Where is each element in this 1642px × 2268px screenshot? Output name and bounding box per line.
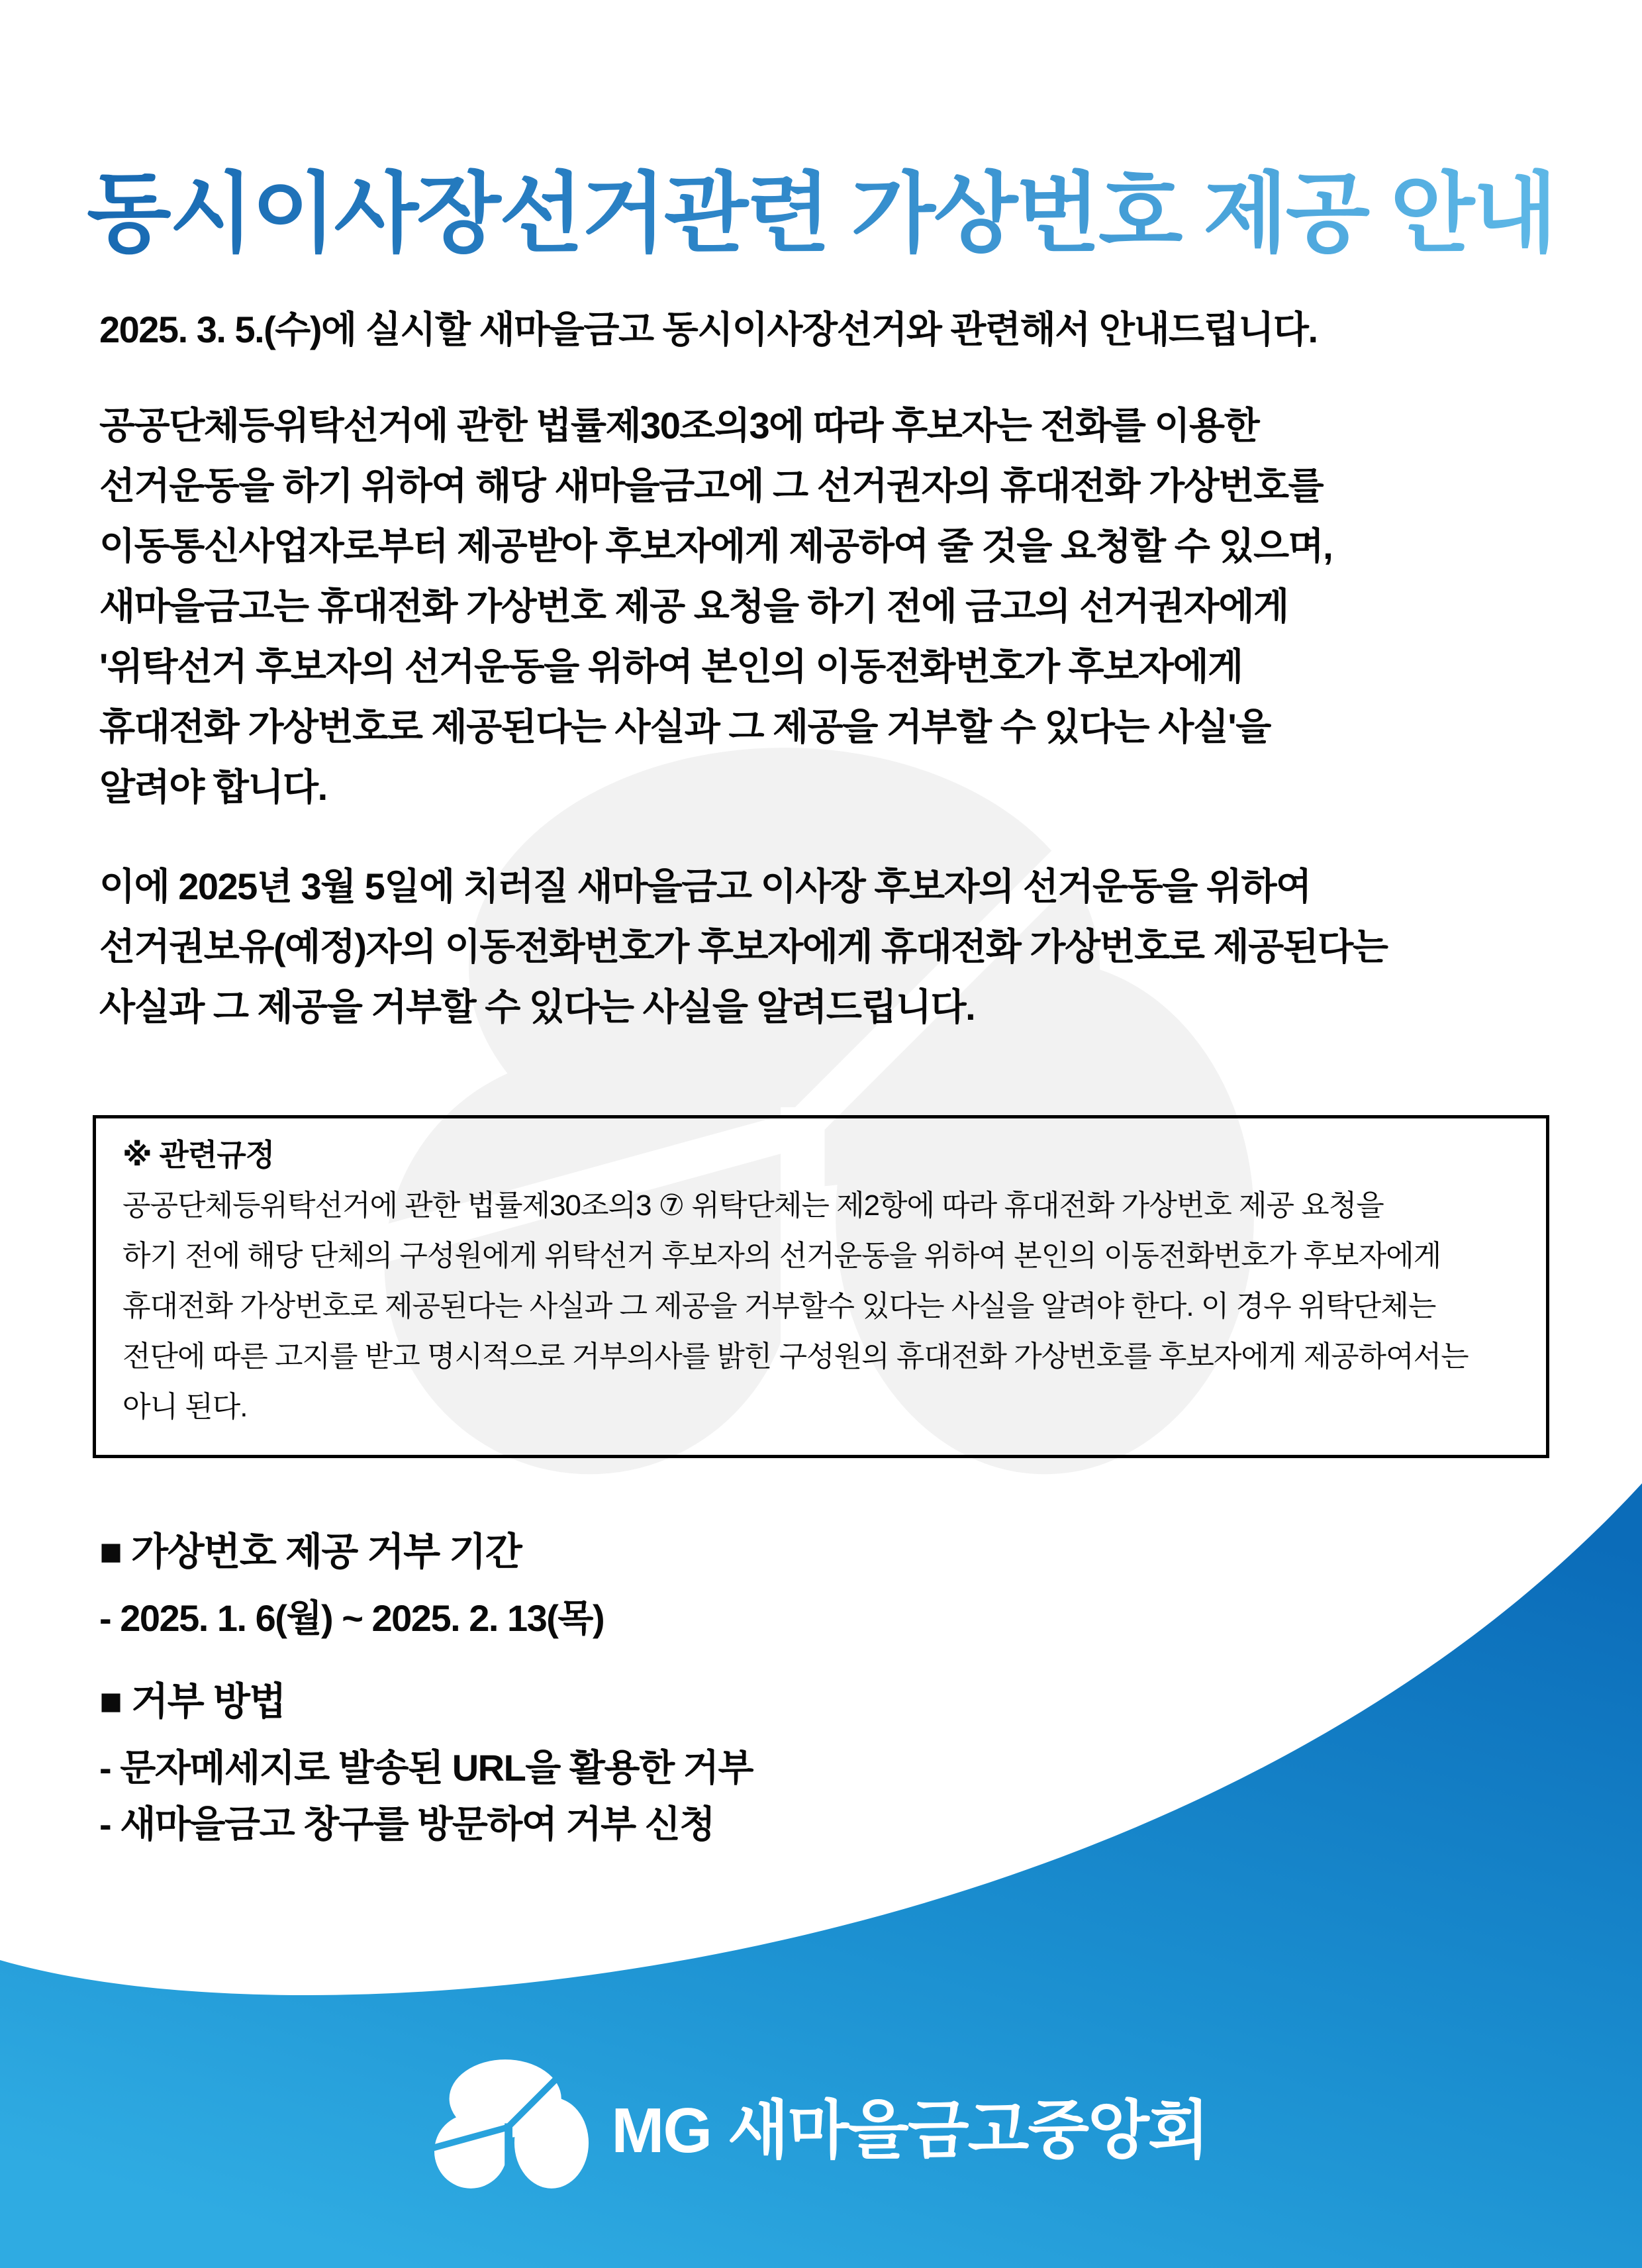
body-line: 이에 2025년 3월 5일에 치러질 새마을금고 이사장 후보자의 선거운동을 위하여 xyxy=(99,865,1311,907)
body-line: 새마을금고는 휴대전화 가상번호 제공 요청을 하기 전에 금고의 선거권자에게 xyxy=(99,585,1288,627)
body-line: 휴대전화 가상번호로 제공된다는 사실과 그 제공을 거부할 수 있다는 사실'을 xyxy=(99,706,1271,748)
body-line: '위탁선거 후보자의 선거운동을 위하여 본인의 이동전화번호가 후보자에게 xyxy=(99,646,1243,687)
body-line: 선거운동을 하기 위하여 해당 새마을금고에 그 선거권자의 휴대전화 가상번호를 xyxy=(99,465,1324,507)
section-heading-refusal-period: ■ 가상번호 제공 거부 기간 xyxy=(99,1530,522,1573)
regulation-line: 아니 된다. xyxy=(122,1391,248,1423)
regulation-box-heading: ※ 관련규정 xyxy=(122,1138,275,1172)
refusal-period-value: - 2025. 1. 6(월) ~ 2025. 2. 13(목) xyxy=(99,1597,604,1639)
mg-logo xyxy=(0,2058,1642,2192)
body-line: 선거권보유(예정)자의 이동전화번호가 후보자에게 휴대전화 가상번호로 제공된다는 xyxy=(99,926,1388,967)
regulation-line: 하기 전에 해당 단체의 구성원에게 위탁선거 후보자의 선거운동을 위하여 본인의 이동전화번호가 후보자에게 xyxy=(122,1240,1441,1272)
section-heading-refusal-method: ■ 거부 방법 xyxy=(99,1680,285,1723)
intro-line: 2025. 3. 5.(수)에 실시할 새마을금고 동시이사장선거와 관련해서 안내드립니다. xyxy=(99,309,1318,350)
regulation-line: 전단에 따른 고지를 받고 명시적으로 거부의사를 밝힌 구성원의 휴대전화 가상번호를 후보자에게 제공하여서는 xyxy=(122,1340,1469,1373)
refusal-method-item: - 문자메세지로 발송된 URL을 활용한 거부 xyxy=(99,1747,753,1789)
body-line: 이동통신사업자로부터 제공받아 후보자에게 제공하여 줄 것을 요청할 수 있으며, xyxy=(99,525,1333,567)
related-regulation-box xyxy=(93,1115,1549,1458)
page-title: 동시이사장선거관련 가상번호 제공 안내 xyxy=(0,143,1642,269)
body-line: 알려야 합니다. xyxy=(99,766,327,808)
regulation-line: 공공단체등위탁선거에 관한 법률제30조의3 ⑦ 위탁단체는 제2항에 따라 휴대전화 가상번호 제공 요청을 xyxy=(122,1189,1384,1222)
mg-logo-text: MG 새마을금고중앙회 xyxy=(611,2095,1208,2166)
paragraph-notification xyxy=(99,856,1450,1037)
refusal-method-item: - 새마을금고 창구를 방문하여 거부 신청 xyxy=(99,1803,714,1845)
mg-clover-icon xyxy=(434,2058,590,2192)
paragraph-legal-basis xyxy=(99,395,1450,817)
body-line: 사실과 그 제공을 거부할 수 있다는 사실을 알려드립니다. xyxy=(99,986,975,1028)
regulation-line: 휴대전화 가상번호로 제공된다는 사실과 그 제공을 거부할수 있다는 사실을 알려야 한다. 이 경우 위탁단체는 xyxy=(122,1290,1436,1322)
body-line: 공공단체등위탁선거에 관한 법률제30조의3에 따라 후보자는 전화를 이용한 xyxy=(99,405,1259,446)
